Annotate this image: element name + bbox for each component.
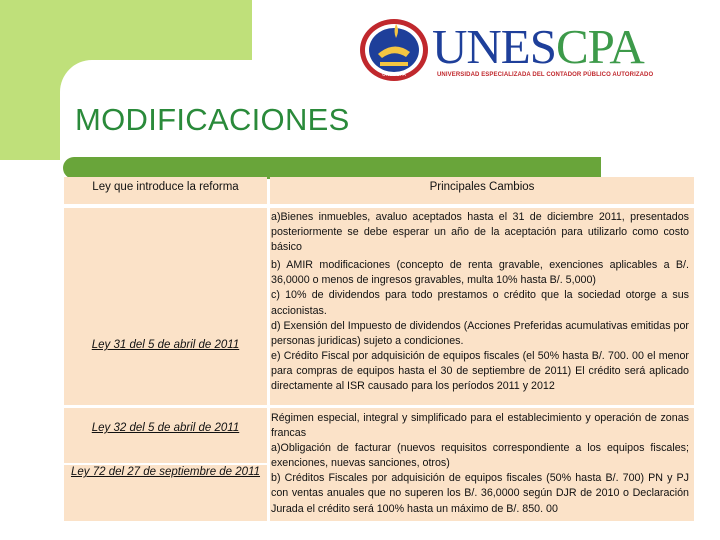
change-31-b: b) AMIR modificaciones (concepto de renta gravable, exenciones aplicables a B/. 36,0000 o menos de ingresos gravables, multa 10% hasta B/. 5,000): [271, 259, 689, 287]
law-32-label: Ley 32 del 5 de abril de 2011: [91, 422, 240, 434]
change-31-c: c) 10% de dividendos para todo prestamos o crédito que la sociedad otorge a sus accionistas.: [271, 289, 689, 317]
change-31-e: e) Crédito Fiscal por adquisición de equipos fiscales (el 50% hasta B/. 700. 00 el menor para compras de equipos hasta el 30 de septiembre de 2011) El crédito será aplicado directamente al ISR causado para los períodos 2011 y 2012: [271, 349, 689, 393]
header-law-label: Ley que introduce la reforma: [92, 181, 239, 193]
logo-wordmark: UNESCPA: [432, 19, 644, 74]
page-title: MODIFICACIONES: [75, 102, 350, 137]
changes-cell-32-72: [270, 408, 694, 521]
reforms-table: [64, 177, 694, 525]
header-cell-law: [64, 177, 267, 204]
header-changes-label: Principales Cambios: [429, 181, 535, 193]
change-72-a: a)Obligación de facturar (nuevos requisitos correspondiente a los equipos fiscales; exenciones, nuevas sanciones, otros): [271, 442, 689, 470]
lamp-emblem-icon: [360, 19, 428, 81]
law-cell-31: [64, 208, 267, 405]
change-31-d: d) Exensión del Impuesto de dividendos (Acciones Preferidas acumulativas emitidas por personas juridicas) sujeto a condiciones.: [271, 319, 689, 347]
change-72-b: b) Créditos Fiscales por adquisición de equipos fiscales (50% hasta B/. 700) PN y PJ con ventas anuales que no superen los B/. 36,0000 según DJR de 2010 o Declaración Jurada el crédito será 100% hasta un máximo de B/. 850. 00: [271, 472, 689, 515]
law-cell-72: [64, 465, 267, 521]
emblem-label: UNESCPA: [382, 72, 406, 78]
title-underline-bar: [63, 157, 601, 179]
change-32-a: Régimen especial, integral y simplificado para el establecimiento y operación de zonas francas: [271, 412, 689, 440]
header-cell-changes: [270, 177, 694, 204]
law-31-label: Ley 31 del 5 de abril de 2011: [91, 339, 240, 351]
change-31-a: a)Bienes inmuebles, avaluo aceptados hasta el 31 de diciembre 2011, presentados posteriormente se debe esperar un año de la aceptación para utilizarlo como costo básico: [271, 211, 689, 254]
changes-cell-31: [270, 208, 694, 405]
law-cell-32: [64, 408, 267, 463]
logo-subtitle: UNIVERSIDAD ESPECIALIZADA DEL CONTADOR PÚBLICO AUTORIZADO: [437, 72, 654, 78]
law-72-label: Ley 72 del 27 de septiembre de 2011: [70, 466, 261, 478]
